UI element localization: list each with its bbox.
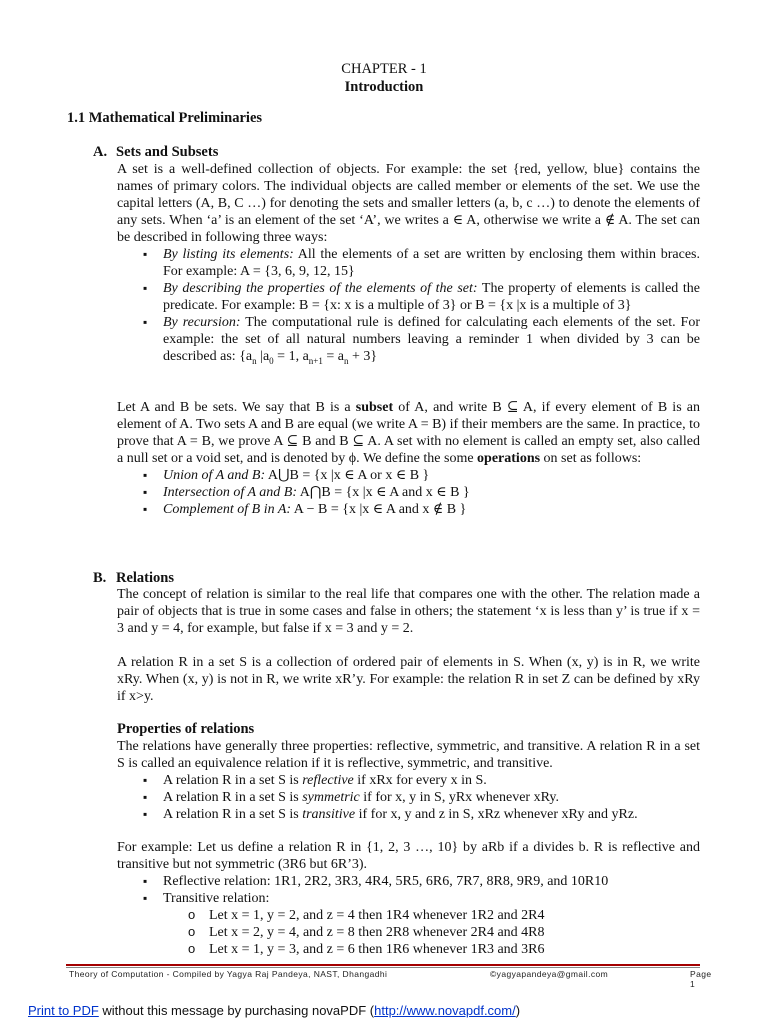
text-run: A relation R in a set S is (163, 790, 303, 805)
transitive-item: o Let x = 1, y = 3, and z = 6 then 1R6 whenever 1R3 and 3R6 (117, 941, 700, 958)
novapdf-text: without this message by purchasing novaPDF ( (98, 1003, 375, 1018)
relations-content-2 (117, 654, 700, 705)
term-subset: subset (355, 400, 394, 415)
term-transitive: transitive (302, 807, 356, 822)
bullet-emphasis: Union of A and B: (163, 468, 266, 483)
subset-content (117, 399, 700, 518)
bullet-text: A⋃B = {x |x ∈ A or x ∈ B } (265, 468, 430, 483)
relations-heading-title: Relations (116, 570, 174, 586)
bullet-text: A − B = {x |x ∈ A and x ∉ B } (291, 502, 467, 517)
property-bullet (117, 806, 700, 823)
bullet-emphasis: By describing the properties of the elements of the set: (163, 281, 478, 296)
sets-heading-title: Sets and Subsets (116, 144, 219, 160)
ops-bullet (117, 501, 700, 518)
ways-bullet (117, 280, 700, 314)
sets-intro: A set is a well-defined collection of objects. For example: the set {red, yellow, blue} contains the names of primary colors. The individual objects are called member or elements of the set. We use the capital letters (A, B, C …) for denoting the sets and smaller letters (a, b, c …) to denote the elements of any sets. When ‘a’ is an element of the set ‘A’, we writes a ∈ A, otherwise we write a ∉ A. The set can be described in following three ways: (117, 162, 700, 245)
relations-heading-label: B. (93, 570, 107, 586)
subscript: 0 (269, 355, 274, 366)
example-paragraph: For example: Let us define a relation R in {1, 2, 3 …, 10} by aRb if a divides b. R is reflective and transitive but not symmetric (3R6 but 6R’3). (117, 840, 700, 872)
ops-bullet (117, 467, 700, 484)
term-operations: operations (477, 451, 541, 466)
text-run: of A, and write B ⊆ A, if every element of B is an element of A. Two sets A and B are equal (we write A = B) if their members are the same. In practice, to prove that A = B, we prove A ⊆ B and B ⊆ A. A set with no element is called an empty set, also called a null set or a void set, and is denoted by ϕ. We define the some (117, 400, 700, 466)
page-number: Page 1 (690, 969, 712, 989)
ops-bullet (117, 484, 700, 501)
text-run: if for x, y in S, yRx whenever xRy. (359, 790, 559, 805)
bullet-text: The property of elements is called the predicate. For example: B = {x: x is a multiple of 3} or B = {x |x is a multiple of 3} (163, 281, 700, 313)
subscript: n+1 (308, 355, 323, 366)
text-run: A relation R in a set S is (163, 773, 303, 788)
relations-content (117, 586, 700, 637)
term-symmetric: symmetric (302, 790, 360, 805)
example-bullet: ▪ Reflective relation: 1R1, 2R2, 3R3, 4R4, 5R5, 6R6, 7R7, 8R8, 9R9, and 10R10 (117, 873, 700, 890)
example-bullet: ▪ Transitive relation: (117, 890, 700, 907)
property-bullet (117, 772, 700, 789)
chapter-header (0, 60, 768, 96)
ways-bullet (117, 246, 700, 280)
properties-paragraph: The relations have generally three properties: reflective, symmetric, and transitive. A relation R in a set S is called an equivalence relation if it is reflective, symmetric, and transitive. (117, 739, 700, 771)
bullet-text: + 3} (348, 349, 378, 364)
properties-content (117, 738, 700, 823)
text-run: Let A and B be sets. We say that B is a (117, 400, 356, 415)
bullet-emphasis: Intersection of A and B: (163, 485, 298, 500)
term-reflective: reflective (302, 773, 354, 788)
section-heading: 1.1 Mathematical Preliminaries (67, 110, 263, 126)
example-content (117, 839, 700, 958)
relations-paragraph-2: A relation R in a set S is a collection of ordered pair of elements in S. When (x, y) is in R, we write xRy. When (x, y) is not in R, we write xR’y. For example: the relation R in set Z can be defined by xRy if x>y. (117, 655, 700, 704)
chapter-title: Introduction (344, 79, 424, 95)
bullet-text: A⋂B = {x |x ∈ A and x ∈ B } (297, 485, 470, 500)
novapdf-url-link[interactable]: http://www.novapdf.com/ (374, 1003, 516, 1018)
text-run: A relation R in a set S is (163, 807, 303, 822)
bullet-text: The computational rule is defined for calculating each elements of the set. For example: the set of all natural numbers leaving a reminder 1 when divided by 3 can be described as: {a (163, 315, 700, 364)
text-run: on set as follows: (540, 451, 642, 466)
bullet-text: = 1, a (273, 349, 309, 364)
relations-heading (93, 570, 174, 587)
footer-divider-thin (66, 967, 700, 968)
bullet-emphasis: By recursion: (163, 315, 241, 330)
chapter-label: CHAPTER - 1 (341, 61, 427, 77)
bullet-text: |a (256, 349, 270, 364)
transitive-item: o Let x = 2, y = 4, and z = 8 then 2R8 whenever 2R4 and 4R8 (117, 924, 700, 941)
footer-email: ©yagyapandeya@gmail.com (490, 969, 609, 979)
sets-heading (93, 144, 218, 161)
sets-content (117, 161, 700, 365)
ways-bullet (117, 314, 700, 365)
relations-paragraph-1: The concept of relation is similar to the real life that compares one with the other. The relation made a pair of objects that is true in some cases and false in others; the statement ‘x is less than y’ is true if x = 3 and y = 4, for example, but false if x = 3 and y = 2. (117, 587, 700, 636)
footer-divider (66, 964, 700, 966)
print-to-pdf-link[interactable]: Print to PDF (28, 1003, 99, 1018)
novapdf-text-end: ) (515, 1003, 521, 1018)
subset-paragraph (117, 399, 700, 467)
property-bullet (117, 789, 700, 806)
properties-heading: Properties of relations (117, 721, 255, 737)
novapdf-banner (28, 1003, 520, 1018)
transitive-item: o Let x = 1, y = 2, and z = 4 then 1R4 whenever 1R2 and 2R4 (117, 907, 700, 924)
text-run: if xRx for every x in S. (353, 773, 487, 788)
subscript: n (252, 355, 257, 366)
bullet-emphasis: Complement of B in A: (163, 502, 292, 517)
footer-title: Theory of Computation - Compiled by Yagya Raj Pandeya, NAST, Dhangadhi (69, 969, 388, 979)
bullet-text: = a (322, 349, 344, 364)
sets-heading-label: A. (93, 144, 108, 160)
bullet-emphasis: By listing its elements: (163, 247, 294, 262)
text-run: if for x, y and z in S, xRz whenever xRy and yRz. (355, 807, 638, 822)
bullet-text: All the elements of a set are written by enclosing them within braces. For example: A = {3, 6, 9, 12, 15} (163, 247, 700, 279)
subscript: n (343, 355, 349, 366)
